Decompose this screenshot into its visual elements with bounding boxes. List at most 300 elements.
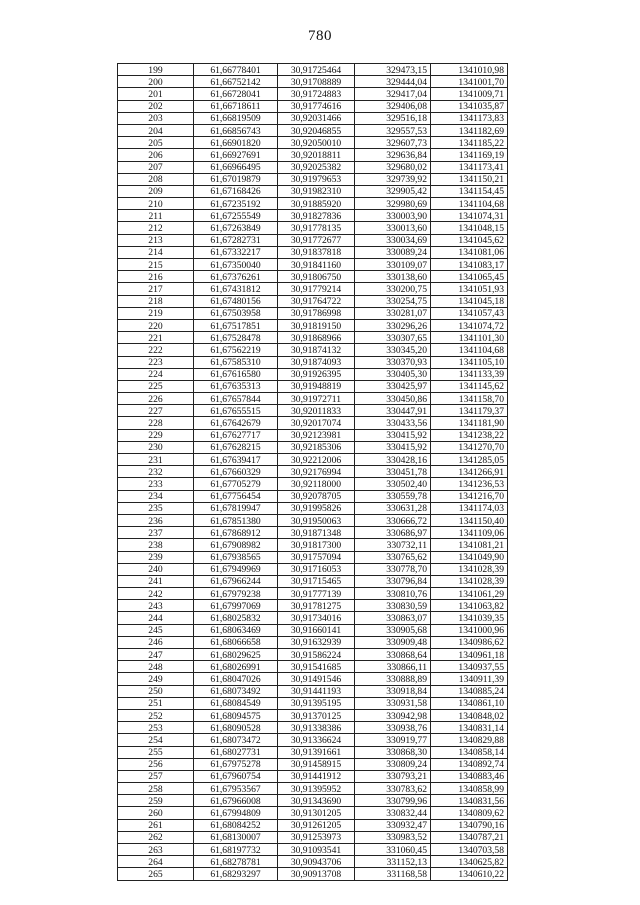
table-row (118, 88, 508, 100)
latitude-cell: 61,67851380 (194, 514, 278, 526)
y-coordinate-cell: 1341181,90 (431, 417, 508, 429)
y-coordinate-cell: 1341001,70 (431, 76, 508, 88)
table-row (118, 478, 508, 490)
x-coordinate-cell: 330559,78 (355, 490, 431, 502)
table-row (118, 539, 508, 551)
y-coordinate-cell: 1341158,70 (431, 393, 508, 405)
longitude-cell: 30,91458915 (278, 758, 355, 770)
point-number-cell: 251 (118, 697, 194, 709)
table-row (118, 551, 508, 563)
y-coordinate-cell: 1341000,96 (431, 624, 508, 636)
longitude-cell: 30,92050010 (278, 137, 355, 149)
table-row (118, 454, 508, 466)
longitude-cell: 30,91948819 (278, 380, 355, 392)
x-coordinate-cell: 330345,20 (355, 344, 431, 356)
x-coordinate-cell: 330732,11 (355, 539, 431, 551)
point-number-cell: 242 (118, 588, 194, 600)
x-coordinate-cell: 330810,76 (355, 588, 431, 600)
y-coordinate-cell: 1341133,39 (431, 368, 508, 380)
latitude-cell: 61,67994809 (194, 807, 278, 819)
latitude-cell: 61,68073492 (194, 685, 278, 697)
y-coordinate-cell: 1341049,90 (431, 551, 508, 563)
longitude-cell: 30,90943706 (278, 856, 355, 868)
y-coordinate-cell: 1341182,69 (431, 124, 508, 136)
x-coordinate-cell: 330778,70 (355, 563, 431, 575)
x-coordinate-cell: 331152,13 (355, 856, 431, 868)
point-number-cell: 225 (118, 380, 194, 392)
point-number-cell: 244 (118, 612, 194, 624)
longitude-cell: 30,91491546 (278, 673, 355, 685)
point-number-cell: 260 (118, 807, 194, 819)
longitude-cell: 30,92025382 (278, 161, 355, 173)
longitude-cell: 30,91343690 (278, 795, 355, 807)
y-coordinate-cell: 1340861,10 (431, 697, 508, 709)
longitude-cell: 30,91253973 (278, 831, 355, 843)
x-coordinate-cell: 330451,78 (355, 466, 431, 478)
x-coordinate-cell: 330832,44 (355, 807, 431, 819)
table-row (118, 100, 508, 112)
table-row (118, 734, 508, 746)
point-number-cell: 216 (118, 271, 194, 283)
latitude-cell: 61,66856743 (194, 124, 278, 136)
y-coordinate-cell: 1340892,74 (431, 758, 508, 770)
latitude-cell: 61,67350040 (194, 259, 278, 271)
table-row (118, 405, 508, 417)
latitude-cell: 61,68084549 (194, 697, 278, 709)
longitude-cell: 30,91885920 (278, 198, 355, 210)
latitude-cell: 61,67975278 (194, 758, 278, 770)
latitude-cell: 61,68197732 (194, 844, 278, 856)
table-row (118, 76, 508, 88)
latitude-cell: 61,68063469 (194, 624, 278, 636)
y-coordinate-cell: 1341074,31 (431, 210, 508, 222)
x-coordinate-cell: 330909,48 (355, 636, 431, 648)
y-coordinate-cell: 1340848,02 (431, 709, 508, 721)
point-number-cell: 240 (118, 563, 194, 575)
point-number-cell: 222 (118, 344, 194, 356)
point-number-cell: 219 (118, 307, 194, 319)
latitude-cell: 61,68293297 (194, 868, 278, 880)
point-number-cell: 264 (118, 856, 194, 868)
latitude-cell: 61,67585310 (194, 356, 278, 368)
x-coordinate-cell: 330918,84 (355, 685, 431, 697)
y-coordinate-cell: 1341185,22 (431, 137, 508, 149)
y-coordinate-cell: 1341104,68 (431, 198, 508, 210)
longitude-cell: 30,91715465 (278, 575, 355, 587)
x-coordinate-cell: 330428,16 (355, 454, 431, 466)
longitude-cell: 30,91301205 (278, 807, 355, 819)
y-coordinate-cell: 1340790,16 (431, 819, 508, 831)
y-coordinate-cell: 1340809,62 (431, 807, 508, 819)
longitude-cell: 30,92078705 (278, 490, 355, 502)
point-number-cell: 248 (118, 661, 194, 673)
latitude-cell: 61,68047026 (194, 673, 278, 685)
y-coordinate-cell: 1340883,46 (431, 770, 508, 782)
table-row (118, 844, 508, 856)
x-coordinate-cell: 330765,62 (355, 551, 431, 563)
table-row (118, 466, 508, 478)
latitude-cell: 61,67168426 (194, 185, 278, 197)
y-coordinate-cell: 1341104,68 (431, 344, 508, 356)
table-row (118, 112, 508, 124)
point-number-cell: 262 (118, 831, 194, 843)
point-number-cell: 239 (118, 551, 194, 563)
point-number-cell: 223 (118, 356, 194, 368)
x-coordinate-cell: 330868,64 (355, 649, 431, 661)
longitude-cell: 30,91724883 (278, 88, 355, 100)
point-number-cell: 205 (118, 137, 194, 149)
table-row (118, 649, 508, 661)
y-coordinate-cell: 1341238,22 (431, 429, 508, 441)
y-coordinate-cell: 1341150,40 (431, 514, 508, 526)
point-number-cell: 263 (118, 844, 194, 856)
point-number-cell: 249 (118, 673, 194, 685)
x-coordinate-cell: 330138,60 (355, 271, 431, 283)
table-row (118, 64, 508, 76)
longitude-cell: 30,91841160 (278, 259, 355, 271)
table-row (118, 673, 508, 685)
y-coordinate-cell: 1341048,15 (431, 222, 508, 234)
longitude-cell: 30,92018811 (278, 149, 355, 161)
point-number-cell: 257 (118, 770, 194, 782)
point-number-cell: 236 (118, 514, 194, 526)
y-coordinate-cell: 1341074,72 (431, 319, 508, 331)
latitude-cell: 61,67503958 (194, 307, 278, 319)
table-row (118, 173, 508, 185)
coordinates-table (117, 63, 508, 881)
point-number-cell: 208 (118, 173, 194, 185)
table-row (118, 271, 508, 283)
y-coordinate-cell: 1340625,82 (431, 856, 508, 868)
table-row (118, 198, 508, 210)
latitude-cell: 61,67966244 (194, 575, 278, 587)
y-coordinate-cell: 1341081,06 (431, 246, 508, 258)
y-coordinate-cell: 1341035,87 (431, 100, 508, 112)
table-row (118, 210, 508, 222)
x-coordinate-cell: 330631,28 (355, 502, 431, 514)
point-number-cell: 246 (118, 636, 194, 648)
table-row (118, 307, 508, 319)
latitude-cell: 61,67979238 (194, 588, 278, 600)
point-number-cell: 206 (118, 149, 194, 161)
table-row (118, 295, 508, 307)
x-coordinate-cell: 329980,69 (355, 198, 431, 210)
point-number-cell: 228 (118, 417, 194, 429)
latitude-cell: 61,68073472 (194, 734, 278, 746)
table-row (118, 770, 508, 782)
point-number-cell: 204 (118, 124, 194, 136)
y-coordinate-cell: 1340831,14 (431, 722, 508, 734)
y-coordinate-cell: 1341065,45 (431, 271, 508, 283)
latitude-cell: 61,66966495 (194, 161, 278, 173)
longitude-cell: 30,91874132 (278, 344, 355, 356)
latitude-cell: 61,67660329 (194, 466, 278, 478)
y-coordinate-cell: 1341063,82 (431, 600, 508, 612)
x-coordinate-cell: 330415,92 (355, 429, 431, 441)
longitude-cell: 30,91778135 (278, 222, 355, 234)
x-coordinate-cell: 329607,73 (355, 137, 431, 149)
table-row (118, 283, 508, 295)
table-row (118, 185, 508, 197)
latitude-cell: 61,67819947 (194, 502, 278, 514)
latitude-cell: 61,67705279 (194, 478, 278, 490)
latitude-cell: 61,67949969 (194, 563, 278, 575)
longitude-cell: 30,91764722 (278, 295, 355, 307)
point-number-cell: 255 (118, 746, 194, 758)
latitude-cell: 61,68026991 (194, 661, 278, 673)
table-row (118, 807, 508, 819)
latitude-cell: 61,67431812 (194, 283, 278, 295)
point-number-cell: 217 (118, 283, 194, 295)
longitude-cell: 30,91391661 (278, 746, 355, 758)
y-coordinate-cell: 1340858,14 (431, 746, 508, 758)
latitude-cell: 61,67966008 (194, 795, 278, 807)
longitude-cell: 30,92011833 (278, 405, 355, 417)
x-coordinate-cell: 329739,92 (355, 173, 431, 185)
point-number-cell: 234 (118, 490, 194, 502)
longitude-cell: 30,91781275 (278, 600, 355, 612)
latitude-cell: 61,67562219 (194, 344, 278, 356)
x-coordinate-cell: 330109,07 (355, 259, 431, 271)
x-coordinate-cell: 330796,84 (355, 575, 431, 587)
x-coordinate-cell: 330200,75 (355, 283, 431, 295)
latitude-cell: 61,67528478 (194, 332, 278, 344)
latitude-cell: 61,67282731 (194, 234, 278, 246)
x-coordinate-cell: 330003,90 (355, 210, 431, 222)
longitude-cell: 30,91982310 (278, 185, 355, 197)
table-row (118, 368, 508, 380)
point-number-cell: 237 (118, 527, 194, 539)
table-row (118, 502, 508, 514)
longitude-cell: 30,91979653 (278, 173, 355, 185)
latitude-cell: 61,68278781 (194, 856, 278, 868)
longitude-cell: 30,92176994 (278, 466, 355, 478)
y-coordinate-cell: 1340831,56 (431, 795, 508, 807)
latitude-cell: 61,67868912 (194, 527, 278, 539)
table-row (118, 563, 508, 575)
table-row (118, 527, 508, 539)
latitude-cell: 61,67953567 (194, 783, 278, 795)
latitude-cell: 61,66728041 (194, 88, 278, 100)
x-coordinate-cell: 330425,97 (355, 380, 431, 392)
x-coordinate-cell: 329417,04 (355, 88, 431, 100)
point-number-cell: 230 (118, 441, 194, 453)
longitude-cell: 30,91874093 (278, 356, 355, 368)
point-number-cell: 245 (118, 624, 194, 636)
point-number-cell: 199 (118, 64, 194, 76)
longitude-cell: 30,91871348 (278, 527, 355, 539)
longitude-cell: 30,91708889 (278, 76, 355, 88)
x-coordinate-cell: 330799,96 (355, 795, 431, 807)
y-coordinate-cell: 1341028,39 (431, 575, 508, 587)
x-coordinate-cell: 330888,89 (355, 673, 431, 685)
x-coordinate-cell: 330866,11 (355, 661, 431, 673)
y-coordinate-cell: 1340885,24 (431, 685, 508, 697)
table-row (118, 441, 508, 453)
longitude-cell: 30,92185306 (278, 441, 355, 453)
table-row (118, 149, 508, 161)
point-number-cell: 211 (118, 210, 194, 222)
x-coordinate-cell: 330415,92 (355, 441, 431, 453)
point-number-cell: 220 (118, 319, 194, 331)
latitude-cell: 61,67616580 (194, 368, 278, 380)
y-coordinate-cell: 1340610,22 (431, 868, 508, 880)
longitude-cell: 30,90913708 (278, 868, 355, 880)
table-row (118, 783, 508, 795)
longitude-cell: 30,91868966 (278, 332, 355, 344)
table-row (118, 356, 508, 368)
longitude-cell: 30,92017074 (278, 417, 355, 429)
table-row (118, 588, 508, 600)
x-coordinate-cell: 329680,02 (355, 161, 431, 173)
x-coordinate-cell: 330931,58 (355, 697, 431, 709)
table-row (118, 831, 508, 843)
longitude-cell: 30,91817300 (278, 539, 355, 551)
x-coordinate-cell: 330932,47 (355, 819, 431, 831)
table-row (118, 514, 508, 526)
x-coordinate-cell: 329557,53 (355, 124, 431, 136)
table-row (118, 661, 508, 673)
table-row (118, 161, 508, 173)
longitude-cell: 30,91395195 (278, 697, 355, 709)
table-row (118, 636, 508, 648)
longitude-cell: 30,91779214 (278, 283, 355, 295)
y-coordinate-cell: 1341169,19 (431, 149, 508, 161)
point-number-cell: 238 (118, 539, 194, 551)
x-coordinate-cell: 330783,62 (355, 783, 431, 795)
latitude-cell: 61,67960754 (194, 770, 278, 782)
point-number-cell: 218 (118, 295, 194, 307)
latitude-cell: 61,66752142 (194, 76, 278, 88)
longitude-cell: 30,91806750 (278, 271, 355, 283)
table-row (118, 490, 508, 502)
y-coordinate-cell: 1340986,62 (431, 636, 508, 648)
latitude-cell: 61,66901820 (194, 137, 278, 149)
point-number-cell: 233 (118, 478, 194, 490)
x-coordinate-cell: 330666,72 (355, 514, 431, 526)
latitude-cell: 61,67627717 (194, 429, 278, 441)
x-coordinate-cell: 330370,93 (355, 356, 431, 368)
longitude-cell: 30,92118000 (278, 478, 355, 490)
latitude-cell: 61,66718611 (194, 100, 278, 112)
point-number-cell: 224 (118, 368, 194, 380)
x-coordinate-cell: 330919,77 (355, 734, 431, 746)
latitude-cell: 61,68130007 (194, 831, 278, 843)
point-number-cell: 221 (118, 332, 194, 344)
point-number-cell: 201 (118, 88, 194, 100)
latitude-cell: 61,68084252 (194, 819, 278, 831)
x-coordinate-cell: 330868,30 (355, 746, 431, 758)
longitude-cell: 30,91772677 (278, 234, 355, 246)
x-coordinate-cell: 330938,76 (355, 722, 431, 734)
table-row (118, 868, 508, 880)
point-number-cell: 252 (118, 709, 194, 721)
y-coordinate-cell: 1341109,06 (431, 527, 508, 539)
y-coordinate-cell: 1341083,17 (431, 259, 508, 271)
table-row (118, 344, 508, 356)
longitude-cell: 30,91757094 (278, 551, 355, 563)
y-coordinate-cell: 1340937,55 (431, 661, 508, 673)
latitude-cell: 61,67642679 (194, 417, 278, 429)
y-coordinate-cell: 1341039,35 (431, 612, 508, 624)
y-coordinate-cell: 1340787,21 (431, 831, 508, 843)
latitude-cell: 61,67263849 (194, 222, 278, 234)
y-coordinate-cell: 1341045,18 (431, 295, 508, 307)
y-coordinate-cell: 1341173,83 (431, 112, 508, 124)
y-coordinate-cell: 1341061,29 (431, 588, 508, 600)
latitude-cell: 61,67019879 (194, 173, 278, 185)
longitude-cell: 30,91370125 (278, 709, 355, 721)
y-coordinate-cell: 1341173,41 (431, 161, 508, 173)
table-row (118, 124, 508, 136)
longitude-cell: 30,91660141 (278, 624, 355, 636)
table-row (118, 856, 508, 868)
latitude-cell: 61,67639417 (194, 454, 278, 466)
x-coordinate-cell: 329636,84 (355, 149, 431, 161)
y-coordinate-cell: 1341105,10 (431, 356, 508, 368)
x-coordinate-cell: 330686,97 (355, 527, 431, 539)
latitude-cell: 61,67657844 (194, 393, 278, 405)
table-row (118, 746, 508, 758)
point-number-cell: 200 (118, 76, 194, 88)
latitude-cell: 61,67938565 (194, 551, 278, 563)
x-coordinate-cell: 330281,07 (355, 307, 431, 319)
latitude-cell: 61,67332217 (194, 246, 278, 258)
table-row (118, 795, 508, 807)
longitude-cell: 30,92123981 (278, 429, 355, 441)
table-row (118, 380, 508, 392)
point-number-cell: 214 (118, 246, 194, 258)
latitude-cell: 61,67480156 (194, 295, 278, 307)
x-coordinate-cell: 330905,68 (355, 624, 431, 636)
x-coordinate-cell: 330296,26 (355, 319, 431, 331)
y-coordinate-cell: 1341101,30 (431, 332, 508, 344)
table-row (118, 722, 508, 734)
point-number-cell: 259 (118, 795, 194, 807)
longitude-cell: 30,91441193 (278, 685, 355, 697)
table-row (118, 612, 508, 624)
table-row (118, 319, 508, 331)
x-coordinate-cell: 329905,42 (355, 185, 431, 197)
latitude-cell: 61,67235192 (194, 198, 278, 210)
latitude-cell: 61,67635313 (194, 380, 278, 392)
longitude-cell: 30,91995826 (278, 502, 355, 514)
x-coordinate-cell: 330089,24 (355, 246, 431, 258)
point-number-cell: 226 (118, 393, 194, 405)
y-coordinate-cell: 1340911,39 (431, 673, 508, 685)
table-row (118, 332, 508, 344)
y-coordinate-cell: 1341028,39 (431, 563, 508, 575)
table-row (118, 393, 508, 405)
latitude-cell: 61,68029625 (194, 649, 278, 661)
y-coordinate-cell: 1341174,03 (431, 502, 508, 514)
point-number-cell: 202 (118, 100, 194, 112)
longitude-cell: 30,92212006 (278, 454, 355, 466)
point-number-cell: 258 (118, 783, 194, 795)
point-number-cell: 207 (118, 161, 194, 173)
x-coordinate-cell: 330034,69 (355, 234, 431, 246)
longitude-cell: 30,91395952 (278, 783, 355, 795)
x-coordinate-cell: 330013,60 (355, 222, 431, 234)
x-coordinate-cell: 330254,75 (355, 295, 431, 307)
longitude-cell: 30,91632939 (278, 636, 355, 648)
point-number-cell: 212 (118, 222, 194, 234)
y-coordinate-cell: 1340829,88 (431, 734, 508, 746)
y-coordinate-cell: 1341145,62 (431, 380, 508, 392)
x-coordinate-cell: 331060,45 (355, 844, 431, 856)
x-coordinate-cell: 330433,56 (355, 417, 431, 429)
longitude-cell: 30,91261205 (278, 819, 355, 831)
